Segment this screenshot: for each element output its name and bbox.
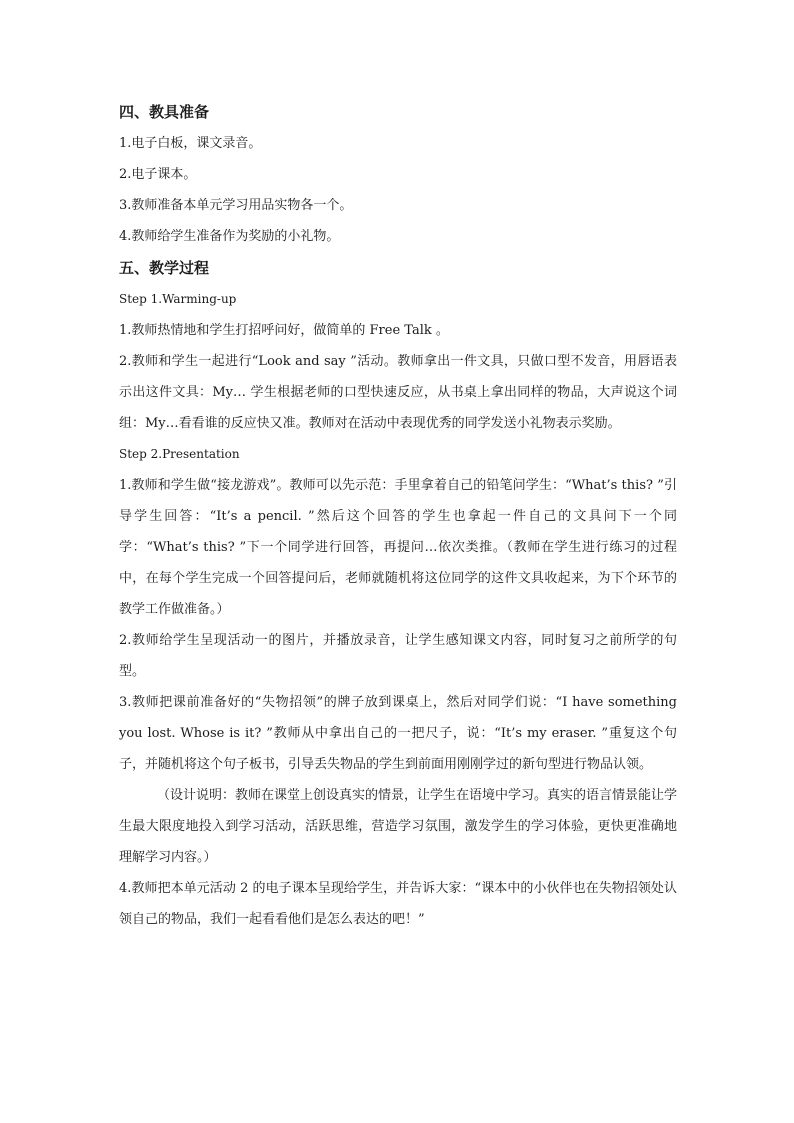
teaching-aid-item: 4.教师给学生准备作为奖励的小礼物。 bbox=[119, 229, 340, 244]
section-title-teaching-process: 五、教学过程 bbox=[119, 259, 210, 277]
step-title-presentation: Step 2.Presentation bbox=[119, 447, 240, 461]
teaching-aid-item: 1.电子白板，课文录音。 bbox=[119, 136, 262, 151]
paragraph: 2.教师给学生呈现活动一的图片，并播放录音，让学生感知课文内容，同时复习之前所学的句型。 bbox=[119, 633, 677, 679]
paragraph: 2.教师和学生一起进行“Look and say ”活动。教师拿出一件文具，只做口型不发音，用唇语表示出这件文具：My… 学生根据老师的口型快速反应，从书桌上拿出同样的物品，大声说这个词组：My…看看谁的反应快又准。教师对在活动中表现优秀的同学发送小礼物表示奖励。 bbox=[119, 354, 677, 431]
design-note-paragraph: （设计说明：教师在课堂上创设真实的情景，让学生在语境中学习。真实的语言情景能让学生最大限度地投入到学习活动，活跃思维，营造学习氛围，激发学生的学习体验，更快更准确地理解学习内容。） bbox=[119, 788, 678, 865]
document-content bbox=[119, 96, 677, 935]
paragraph: 3.教师把课前准备好的“失物招领”的牌子放到课桌上，然后对同学们说：“I have something you lost. Whose is it? ”教师从中拿出自己的一把尺子，说：“It’s my eraser. ”重复这个句子，并随机将这个句子板书，引导丢失物品的学生到前面用刚刚学过的新句型进行物品认领。 bbox=[119, 695, 677, 772]
step-title-warming-up: Step 1.Warming-up bbox=[119, 292, 237, 306]
paragraph: 1.教师和学生做“接龙游戏”。教师可以先示范：手里拿着自己的铅笔问学生：“What’s this? ”引导学生回答：“It’s a pencil. ”然后这个回答的学生也拿起一件自己的文具问下一个同学：“What’s this? ”下一个同学进行回答，再提问…依次类推。（教师在学生进行练习的过程中，在每个学生完成一个回答提问后，老师就随机将这位同学的这件文具收起来，为下个环节的教学工作做准备。） bbox=[119, 478, 677, 617]
paragraph: 4.教师把本单元活动 2 的电子课本呈现给学生，并告诉大家：“课本中的小伙伴也在失物招领处认领自己的物品，我们一起看看他们是怎么表达的吧！” bbox=[119, 881, 677, 927]
teaching-aid-item: 3.教师准备本单元学习用品实物各一个。 bbox=[119, 198, 353, 213]
section-title-teaching-aids: 四、教具准备 bbox=[119, 103, 210, 121]
paragraph: 1.教师热情地和学生打招呼问好，做简单的 Free Talk 。 bbox=[119, 323, 449, 338]
teaching-aid-item: 2.电子课本。 bbox=[119, 167, 197, 182]
